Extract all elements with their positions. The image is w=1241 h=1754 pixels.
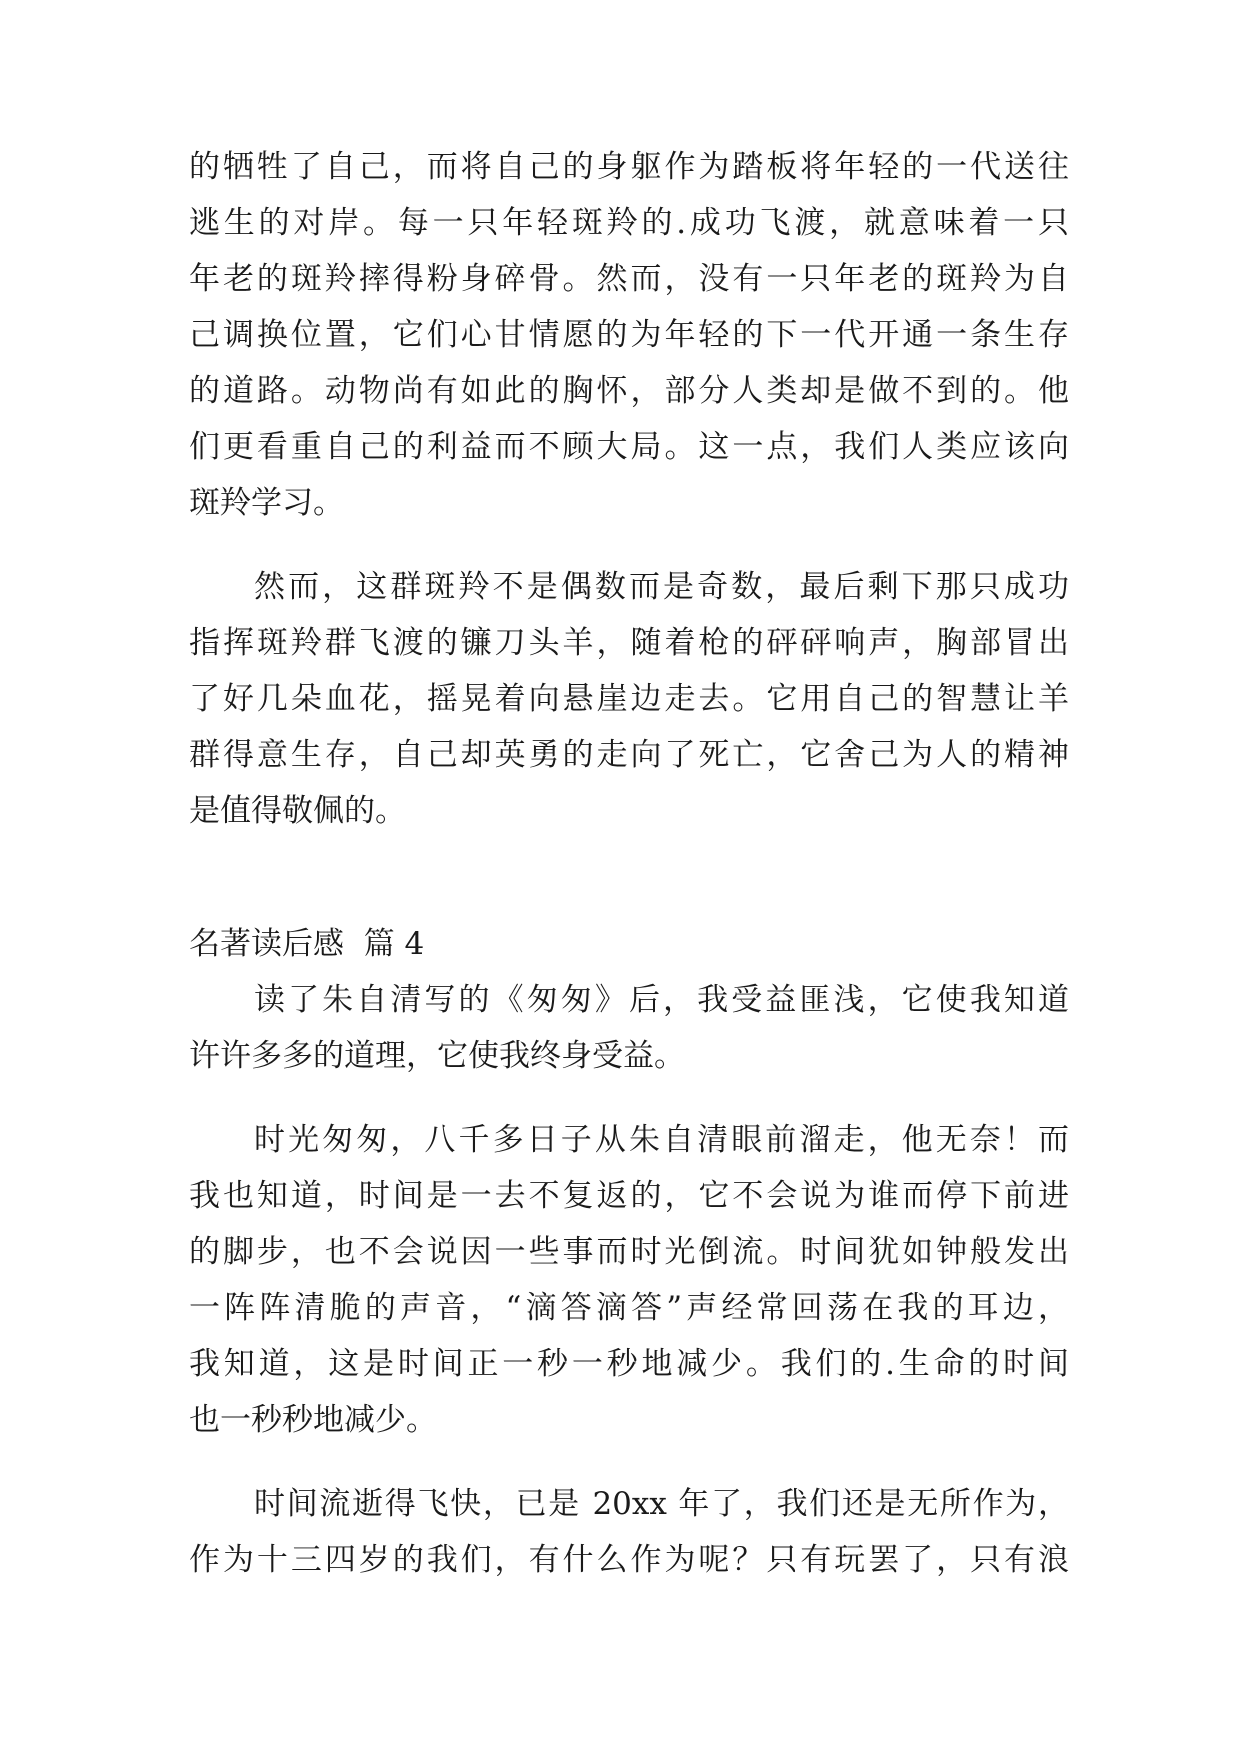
text-line: 的牺牲了自己，而将自己的身躯作为踏板将年轻的一代送往 bbox=[189, 149, 1069, 185]
text-line: 我也知道，时间是一去不复返的，它不会说为谁而停下前进 bbox=[189, 1178, 1069, 1214]
text-line: 斑羚学习。 bbox=[189, 485, 344, 521]
text-line: 年老的斑羚摔得粉身碎骨。然而，没有一只年老的斑羚为自 bbox=[189, 261, 1069, 297]
text-line: 逃生的对岸。每一只年轻斑羚的.成功飞渡，就意味着一只 bbox=[189, 205, 1069, 241]
text-line: 一阵阵清脆的声音，“滴答滴答”声经常回荡在我的耳边， bbox=[189, 1290, 1069, 1326]
text-line: 然而，这群斑羚不是偶数而是奇数，最后剩下那只成功 bbox=[254, 569, 1069, 605]
text-line: 读了朱自清写的《匆匆》后，我受益匪浅，它使我知道 bbox=[254, 982, 1069, 1018]
text-line: 们更看重自己的利益而不顾大局。这一点，我们人类应该向 bbox=[189, 429, 1069, 465]
text-line: 作为十三四岁的我们，有什么作为呢？只有玩罢了，只有浪 bbox=[189, 1542, 1069, 1578]
text-line: 指挥斑羚群飞渡的镰刀头羊，随着枪的砰砰响声，胸部冒出 bbox=[189, 625, 1069, 661]
text-line: 的道路。动物尚有如此的胸怀，部分人类却是做不到的。他 bbox=[189, 373, 1069, 409]
text-line: 时光匆匆，八千多日子从朱自清眼前溜走，他无奈！而 bbox=[254, 1122, 1069, 1158]
text-line: 许许多多的道理，它使我终身受益。 bbox=[189, 1038, 685, 1074]
text-line: 群得意生存，自己却英勇的走向了死亡，它舍己为人的精神 bbox=[189, 737, 1069, 773]
text-line: 我知道，这是时间正一秒一秒地减少。我们的.生命的时间 bbox=[189, 1346, 1069, 1382]
text-line: 了好几朵血花，摇晃着向悬崖边走去。它用自己的智慧让羊 bbox=[189, 681, 1069, 717]
text-line: 时间流逝得飞快，已是 20xx 年了，我们还是无所作为， bbox=[254, 1486, 1069, 1522]
text-line: 也一秒秒地减少。 bbox=[189, 1402, 437, 1438]
text-line: 己调换位置，它们心甘情愿的为年轻的下一代开通一条生存 bbox=[189, 317, 1069, 353]
text-line: 是值得敬佩的。 bbox=[189, 793, 406, 829]
text-line: 的脚步，也不会说因一些事而时光倒流。时间犹如钟般发出 bbox=[189, 1234, 1069, 1270]
section-heading: 名著读后感 篇 4 bbox=[189, 926, 425, 962]
